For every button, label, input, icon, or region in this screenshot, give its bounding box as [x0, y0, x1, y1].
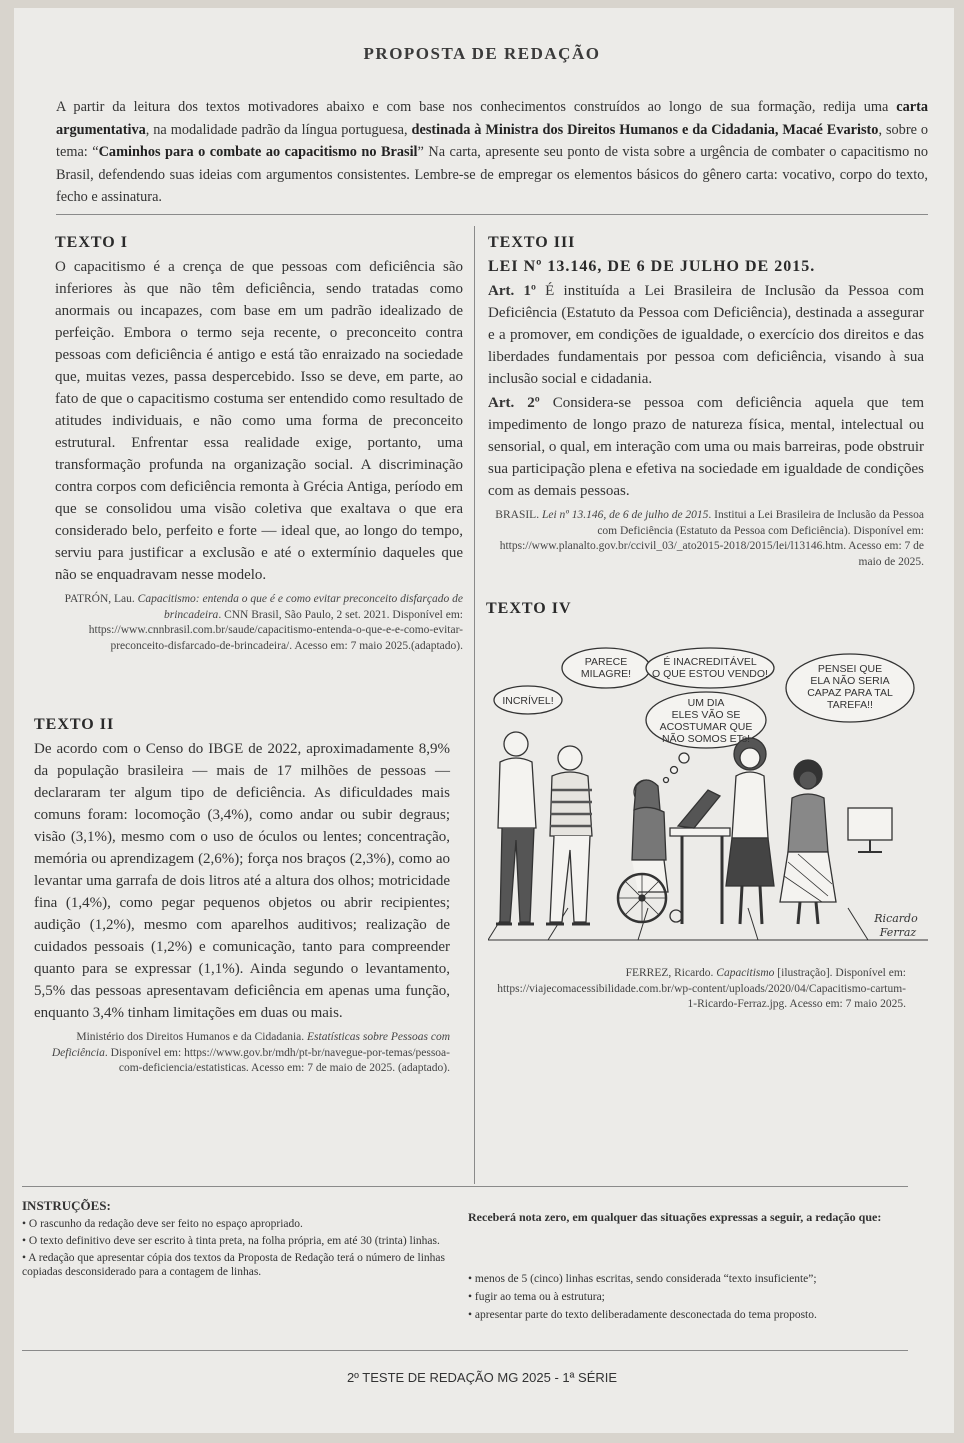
man-striped-figure [546, 746, 592, 924]
instructions-heading: INSTRUÇÕES: [22, 1198, 111, 1213]
texto-1-source-title: Capacitismo: entenda o que é e como evitar preconceito disfarçado de brincadeira [137, 593, 463, 621]
signature-line-2: Ferraz [879, 926, 917, 939]
intro-text-3: , sobre o tema: “ [56, 121, 929, 160]
bubble-incrivel-line-1: INCRÍVEL! [502, 695, 554, 707]
bubble-umdia-line-4: NÃO SOMOS ETs! [661, 733, 751, 745]
texto-4-heading-wrap [486, 598, 686, 620]
texto-1-source-author: PATRÓN, Lau. [64, 593, 138, 605]
intro-bold-2: destinada à Ministra dos Direitos Humanos e da Cidadania, Macaé Evaristo [411, 121, 879, 138]
signature-line-1: Ricardo [874, 912, 918, 925]
divider-vertical [474, 226, 475, 1184]
texto-3 [488, 232, 924, 570]
wheelchair-user-figure [618, 780, 682, 922]
instruction-item: • O rascunho da redação deve ser feito no espaço apropriado. [22, 1218, 303, 1230]
texto-4-source-author: FERREZ, Ricardo. [625, 967, 717, 979]
texto-2-heading: TEXTO II [34, 716, 115, 733]
instructions-list [22, 1217, 452, 1282]
texto-3-heading: TEXTO III [488, 234, 576, 251]
article-2-label: Art. 2º [488, 395, 540, 411]
texto-2-source-title: Estatísticas sobre Pessoas com Deficiência [51, 1031, 450, 1059]
article-1 [488, 280, 924, 390]
zero-score-item: • apresentar parte do texto deliberadamente desconectada do tema proposto. [468, 1309, 817, 1321]
bubble-umdia-line-3: ACOSTUMAR QUE [659, 721, 753, 733]
texto-4-source-details: [ilustração]. Disponível em: https://viajecomacessibilidade.com.br/wp-content/uploads/2020/04/Capacitismo-cartum-1-Ricardo-Ferraz.jpg. Acesso em: 7 maio 2025. [497, 967, 906, 1010]
texto-2-source [34, 1030, 450, 1077]
texto-1-body: O capacitismo é a crença de que pessoas com deficiência são inferiores às que não têm deficiência, sendo tratadas como anormais ou incapazes, com base em um padrão idealizado de perfeição. Embora o termo seja recente, o preconceito contra pessoas com deficiência é antigo e está tão enraizado na sociedade que, muitas vezes, passa despercebido. Isso se deve, em parte, ao fato de que o capacitismo costuma ser entendido como resultado de atitudes individuais, e não como uma forma de preconceito estrutural. Enfrentar essa realidade exige, portanto, uma transformação profunda na organização social. A discriminação contra corpos com deficiência remonta à Grécia Antiga, período em que se consolidou uma visão coletiva que exaltava o que era considerado belo, perfeito e forte — ideal que, ao longo do tempo, serviu para justificar a exclusão e até o extermínio daqueles que não se enquadravam nesse modelo. [55, 259, 463, 583]
zero-score-item: • fugir ao tema ou à estrutura; [468, 1291, 605, 1303]
bubble-pensei-line-2: ELA NÃO SERIA [810, 675, 890, 687]
bubble-pensei-line-1: PENSEI QUE [817, 663, 883, 675]
texto-4-heading: TEXTO IV [486, 600, 572, 617]
bubble-umdia-line-2: ELES VÃO SE [671, 709, 741, 721]
divider-bottom [22, 1186, 908, 1187]
divider-top [56, 214, 928, 215]
texto-3-source-author: BRASIL. [495, 509, 542, 521]
texto-1-heading: TEXTO I [55, 234, 128, 251]
intro-bold-1: carta argumentativa [56, 99, 928, 138]
bubble-parece-line-1: PARECE [584, 656, 628, 668]
divider-footer [22, 1350, 908, 1351]
instruction-item: • O texto definitivo deve ser escrito à tinta preta, na folha própria, em até 30 (trinta) linhas. [22, 1235, 440, 1247]
monitor-right [848, 808, 892, 852]
texto-4-source-title: Capacitismo [716, 967, 775, 979]
woman-right-figure [780, 760, 836, 924]
zero-score-item: • menos de 5 (cinco) linhas escritas, sendo considerada “texto insuficiente”; [468, 1273, 817, 1285]
bubble-umdia-line-1: UM DIA [687, 697, 725, 709]
article-1-text: É instituída a Lei Brasileira de Inclusão da Pessoa com Deficiência (Estatuto da Pessoa com Deficiência), destinada a assegurar e a promover, em condições de igualdade, o exercício dos direitos e das liberdades fundamentais por pessoa com deficiência, visando à sua inclusão social e cidadania. [488, 283, 924, 387]
texto-1-source [55, 592, 463, 654]
texto-4-source [488, 966, 906, 1013]
instruction-item: • A redação que apresentar cópia dos textos da Proposta de Redação terá o número de linhas copiadas desconsiderado para a contagem de linhas. [22, 1252, 445, 1278]
desk-laptop [670, 790, 730, 924]
intro-text-2: , na modalidade padrão da língua portuguesa, [145, 121, 412, 138]
bubble-parece-line-2: MILAGRE! [580, 668, 632, 680]
bubble-inacreditavel-line-2: O QUE ESTOU VENDO! [652, 668, 768, 680]
intro-text-4: ” Na carta, apresente seu ponto de vista sobre a urgência de combater o capacitismo no Brasil, defendendo suas ideias com argumentos consistentes. Lembre-se de empregar os elementos básicos do gênero carta: vocativo, corpo do texto, fecho e assinatura. [56, 144, 928, 205]
texto-2-source-author: Ministério dos Direitos Humanos e da Cidadania. [76, 1031, 307, 1043]
article-2 [488, 392, 924, 502]
intro-paragraph [56, 96, 928, 209]
zero-score-list [468, 1272, 928, 1326]
texto-3-source [488, 508, 924, 570]
woman-curly-figure [726, 738, 774, 924]
intro-text-1: A partir da leitura dos textos motivadores abaixo e com base nos conhecimentos construídos ao longo de sua formação, redija uma [56, 99, 897, 115]
bubble-inacreditavel-line-1: É INACREDITÁVEL [663, 656, 757, 668]
man-left-figure [496, 732, 536, 924]
page-title: PROPOSTA DE REDAÇÃO [363, 44, 601, 63]
law-title: LEI Nº 13.146, DE 6 DE JULHO DE 2015. [488, 258, 816, 275]
cartoon-illustration [488, 640, 928, 958]
texto-3-source-title: Lei nº 13.146, de 6 de julho de 2015 [541, 509, 709, 521]
footer-label: 2º TESTE DE REDAÇÃO MG 2025 - 1ª SÉRIE [346, 1370, 618, 1385]
bubble-pensei-line-3: CAPAZ PARA TAL [807, 687, 893, 699]
texto-2-source-details: . Disponível em: https://www.gov.br/mdh/pt-br/navegue-por-temas/pessoa-com-deficiencia/estatisticas. Acesso em: 7 de maio de 2025. (adaptado). [104, 1046, 450, 1074]
intro-bold-3: Caminhos para o combate ao capacitismo no Brasil [98, 144, 418, 160]
texto-2 [34, 714, 450, 1077]
texto-1 [55, 232, 463, 654]
texto-2-body: De acordo com o Censo do IBGE de 2022, aproximadamente 8,9% da população brasileira — mais de 17 milhões de pessoas — declararam ter algum tipo de deficiência. As dificuldades mais comuns foram: locomoção (3,4%), como andar ou subir degraus; visão (3,1%), mesmo com o uso de óculos ou lentes; concentração, memória ou aprendizagem (2,6%); força nos braços (2,3%), como ao levantar uma garrafa de dois litros até a altura dos olhos; motricidade fina (1,4%), como pegar pequenos objetos ou abrir recipientes; audição (1,2%), mesmo com aparelhos auditivos; realização de cuidados pessoais (1,2%) e comunicação, tanto para compreender quanto para se expressar (1,1%). Ainda segundo o levantamento, 5,5% das pessoas apresentavam deficiência em apenas uma função, enquanto 3,4% tinham limitações em duas ou mais. [34, 741, 450, 1021]
texto-3-source-details: . Institui a Lei Brasileira de Inclusão da Pessoa com Deficiência (Estatuto da Pessoa com Deficiência). Disponível em: https://www.planalto.gov.br/ccivil_03/_ato2015-2018/2015/lei/l13146.htm. Acesso em: 7 de maio de 2025. [499, 509, 924, 568]
zero-score-heading: Receberá nota zero, em qualquer das situações expressas a seguir, a redação que: [468, 1210, 882, 1224]
texto-1-source-details: . CNN Brasil, São Paulo, 2 set. 2021. Disponível em: https://www.cnnbrasil.com.br/saude/capacitismo-entenda-o-que-e-e-como-evitar-preconceito-disfarcado-de-brincadeira/. Acesso em: 7 maio 2025.(adaptado). [88, 608, 463, 652]
bubble-pensei-line-4: TAREFA!! [827, 699, 873, 711]
article-1-label: Art. 1º [488, 283, 536, 299]
article-2-text: Considera-se pessoa com deficiência aquela que tem impedimento de longo prazo de natureza física, mental, intelectual ou sensorial, o qual, em interação com uma ou mais barreiras, pode obstruir sua participação plena e efetiva na sociedade em igualdade de condições com as demais pessoas. [488, 395, 925, 499]
